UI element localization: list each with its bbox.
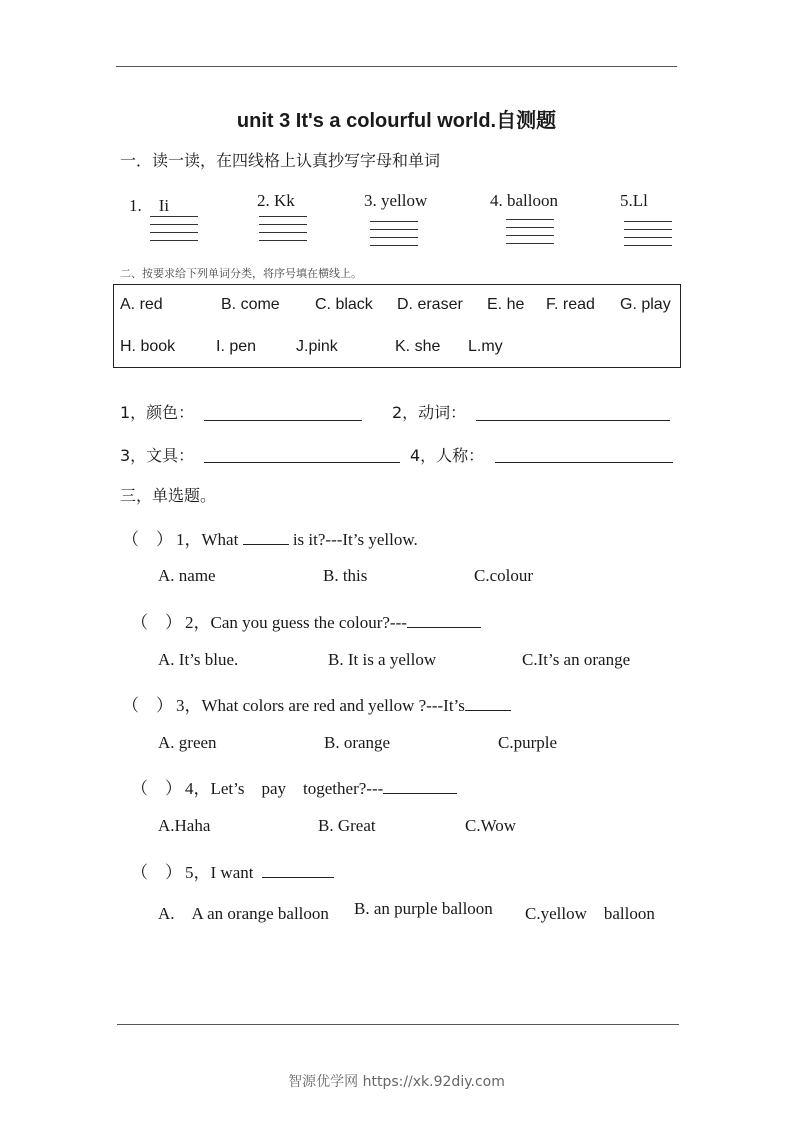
question-4-blank[interactable] xyxy=(383,779,457,794)
word-K: K. she xyxy=(395,338,441,355)
question-3-paren[interactable]: （ ） xyxy=(122,696,173,715)
word-L: L.my xyxy=(468,338,503,355)
question-3-option-b[interactable]: B. orange xyxy=(324,733,391,752)
word-D: D. eraser xyxy=(397,296,463,313)
section3-heading: 三，单选题。 xyxy=(120,486,217,505)
question-5-option-a[interactable]: A. A an orange balloon xyxy=(158,904,329,923)
category-stationery-label: 3，文具： xyxy=(120,446,195,465)
copy-item-5: 5.Ll xyxy=(620,191,648,210)
word-J: J.pink xyxy=(296,338,338,355)
question-3-text: 3，What colors are red and yellow ?---It’s xyxy=(176,696,465,715)
footer-watermark: 智源优学网 https://xk.92diy.com xyxy=(288,1074,505,1090)
header-rule xyxy=(116,66,677,67)
question-5-text: 5，I want xyxy=(185,863,254,882)
question-4-paren[interactable]: （ ） xyxy=(131,779,182,798)
question-4-option-c[interactable]: C.Wow xyxy=(465,816,517,835)
question-1-blank[interactable] xyxy=(243,530,289,545)
question-1-option-b[interactable]: B. this xyxy=(323,566,368,585)
footer-rule xyxy=(117,1024,679,1025)
four-line-grid-1[interactable] xyxy=(150,216,198,248)
question-2-option-b[interactable]: B. It is a yellow xyxy=(328,650,437,669)
question-1-stem xyxy=(176,525,418,550)
word-I: I. pen xyxy=(216,338,257,355)
question-4-stem xyxy=(185,774,457,799)
copy-item-4: 4. balloon xyxy=(490,191,558,210)
category-colour-blank[interactable] xyxy=(204,420,362,421)
section2-heading: 二、按要求给下列单词分类，将序号填在横线上。 xyxy=(120,267,362,280)
word-H: H. book xyxy=(120,338,176,355)
question-2-stem xyxy=(185,608,481,633)
question-3-option-a[interactable]: A. green xyxy=(158,733,217,752)
category-pronoun-blank[interactable] xyxy=(495,462,673,463)
question-1-tail: is it?---It’s yellow. xyxy=(292,530,418,549)
category-colour-label: 1，颜色： xyxy=(120,403,195,422)
question-2-option-a[interactable]: A. It’s blue. xyxy=(158,650,239,669)
copy-item-2: 2. Kk xyxy=(257,191,295,210)
four-line-grid-5[interactable] xyxy=(624,221,672,253)
four-line-grid-4[interactable] xyxy=(506,219,554,251)
question-5-option-b[interactable]: B. an purple balloon xyxy=(354,899,493,918)
question-1-text: 1，What xyxy=(176,530,239,549)
category-verb-blank[interactable] xyxy=(476,420,670,421)
question-4-option-a[interactable]: A.Haha xyxy=(158,816,211,835)
question-2-blank[interactable] xyxy=(407,613,481,628)
question-2-option-c[interactable]: C.It’s an orange xyxy=(522,650,631,669)
four-line-grid-2[interactable] xyxy=(259,216,307,248)
question-4-option-b[interactable]: B. Great xyxy=(318,816,376,835)
question-5-blank[interactable] xyxy=(262,863,334,878)
word-A: A. red xyxy=(120,296,163,313)
question-3-blank[interactable] xyxy=(465,696,511,711)
question-4-text: 4，Let’s pay together?--- xyxy=(185,779,384,798)
copy-item-3: 3. yellow xyxy=(364,191,428,210)
question-3-option-c[interactable]: C.purple xyxy=(498,733,558,752)
question-5-stem xyxy=(185,858,334,883)
word-B: B. come xyxy=(221,296,280,313)
question-2-text: 2，Can you guess the colour?--- xyxy=(185,613,407,632)
question-5-option-c[interactable]: C.yellow balloon xyxy=(525,904,655,923)
question-1-option-a[interactable]: A. name xyxy=(158,566,216,585)
copy-item-1: 1. Ii xyxy=(129,196,170,215)
question-1-option-c[interactable]: C.colour xyxy=(474,566,534,585)
question-3-stem xyxy=(176,691,511,716)
page-title: unit 3 It's a colourful world.自测题 xyxy=(236,110,557,132)
question-5-paren[interactable]: （ ） xyxy=(131,863,182,882)
question-1-paren[interactable]: （ ） xyxy=(122,530,173,549)
category-stationery-blank[interactable] xyxy=(204,462,400,463)
word-C: C. black xyxy=(315,296,373,313)
word-E: E. he xyxy=(487,296,525,313)
category-verb-label: 2，动词： xyxy=(392,403,467,422)
question-2-paren[interactable]: （ ） xyxy=(131,613,182,632)
word-G: G. play xyxy=(620,296,671,313)
category-pronoun-label: 4，人称： xyxy=(410,446,485,465)
section1-heading: 一．读一读，在四线格上认真抄写字母和单词 xyxy=(120,151,441,170)
word-F: F. read xyxy=(546,296,595,313)
four-line-grid-3[interactable] xyxy=(370,221,418,253)
